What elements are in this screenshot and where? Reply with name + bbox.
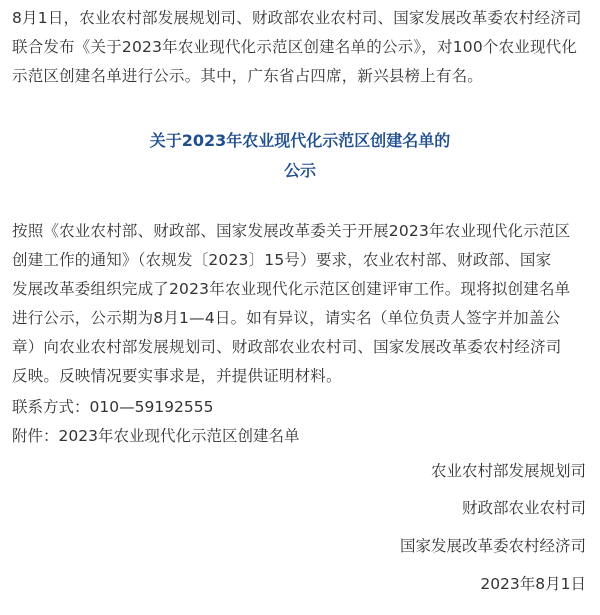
- signature-date: 2023年8月1日: [480, 575, 586, 593]
- notice-body-line: 进行公示，公示期为8月1—4日。如有异议，请实名（单位负责人签字并加盖公: [12, 309, 561, 327]
- intro-line: 8月1日，农业农村部发展规划司、财政部农业农村司、国家发展改革委农村经济司: [12, 9, 582, 27]
- intro-paragraph: [12, 0, 588, 91]
- intro-line: 联合发布《关于2023年农业现代化示范区创建名单的公示》，对100个农业现代化: [12, 38, 578, 56]
- notice-title: [12, 126, 588, 186]
- notice-body-line: 发展改革委组织完成了2023年农业现代化示范区创建评审工作。现将拟创建名单: [12, 280, 571, 298]
- notice-body: [12, 217, 588, 391]
- notice-body-line: 章）向农业农村部发展规划司、财政部农业农村司、国家发展改革委农村经济司: [12, 338, 562, 356]
- contact-info: 联系方式：010—59192555: [12, 398, 214, 416]
- notice-body-line: 创建工作的通知》（农规发〔2023〕15号）要求，农业农村部、财政部、国家: [12, 251, 552, 269]
- signature-dept-ndrc: 国家发展改革委农村经济司: [399, 537, 586, 555]
- notice-body-line: 按照《农业农村部、财政部、国家发展改革委关于开展2023年农业现代化示范区: [12, 222, 571, 240]
- attachment-line: 附件：2023年农业现代化示范区创建名单: [12, 427, 300, 445]
- signature-block: [12, 457, 588, 599]
- intro-line: 示范区创建名单进行公示。其中，广东省占四席，新兴县榜上有名。: [12, 67, 484, 85]
- signature-dept-finance: 财政部农业农村司: [461, 499, 586, 517]
- notice-body-line: 反映。反映情况要实事求是，并提供证明材料。: [12, 367, 342, 385]
- notice-title-line: 公示: [283, 161, 316, 180]
- notice-title-line: 关于2023年农业现代化示范区创建名单的: [149, 131, 451, 150]
- signature-dept-planning: 农业农村部发展规划司: [430, 462, 586, 480]
